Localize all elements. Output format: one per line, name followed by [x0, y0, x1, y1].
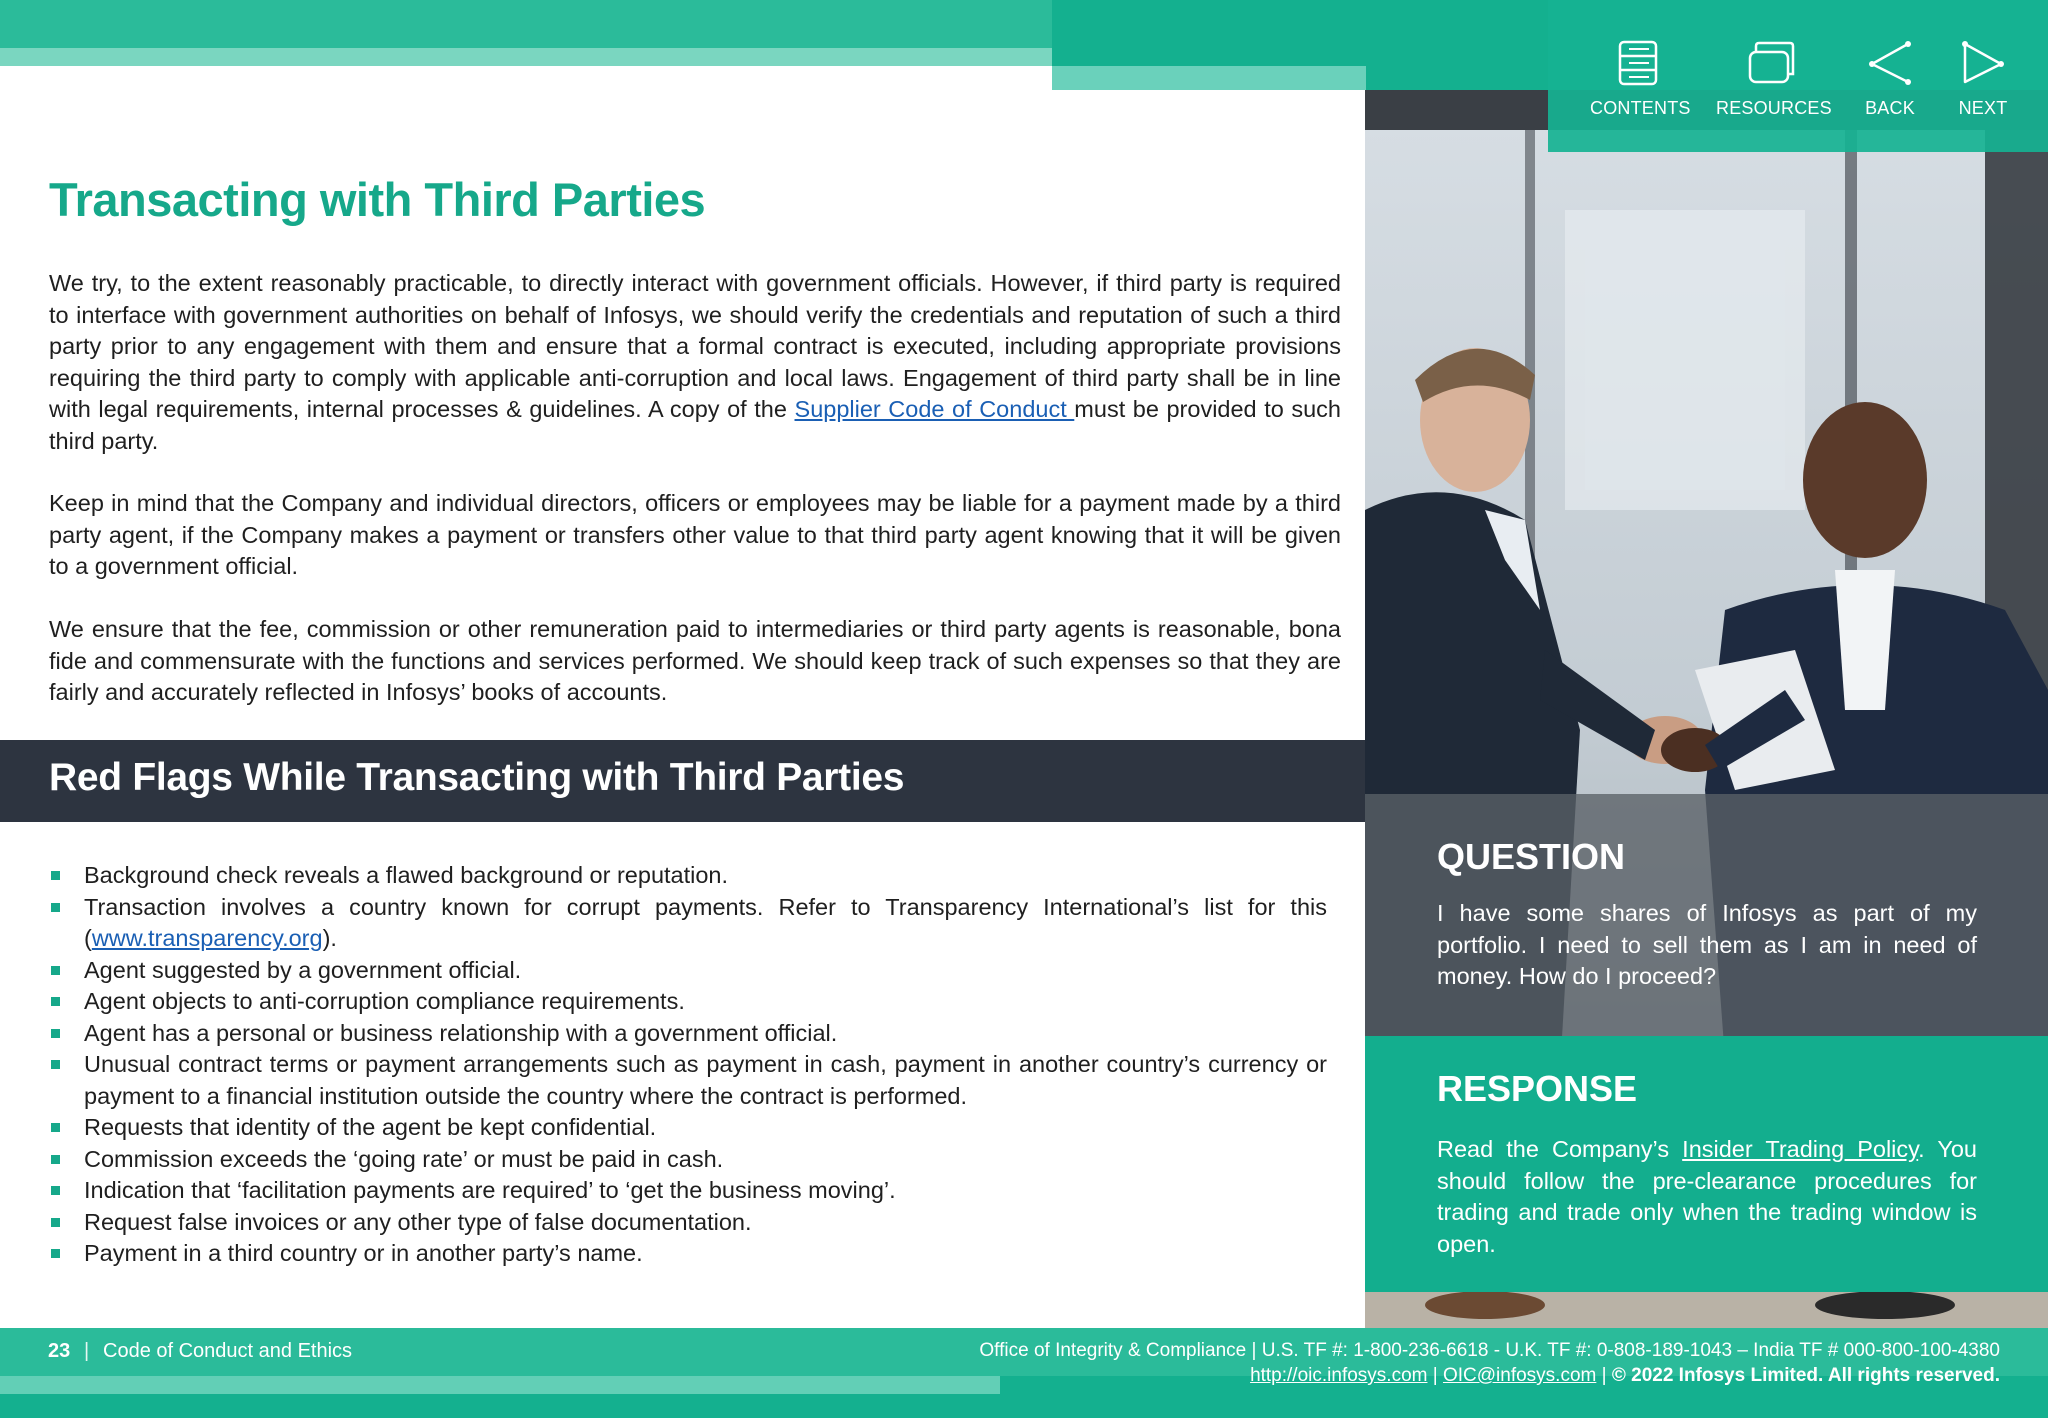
- footer-link-separator: |: [1596, 1365, 1612, 1386]
- question-box: [1365, 794, 2048, 1036]
- footer-separator: |: [84, 1340, 90, 1362]
- question-title: QUESTION: [1437, 836, 1626, 877]
- transparency-link[interactable]: www.transparency.org: [91, 925, 323, 951]
- response-box: [1365, 1036, 2048, 1292]
- nav-contents-button[interactable]: [1590, 40, 1691, 119]
- nav-back-button[interactable]: [1848, 40, 1932, 119]
- footer-links-line: [1250, 1365, 2000, 1387]
- resources-icon: [1746, 40, 1796, 86]
- next-icon: [1961, 40, 2005, 86]
- page-number: 23: [48, 1340, 71, 1362]
- nav-back-label: BACK: [1865, 98, 1915, 118]
- paragraph-liability: Keep in mind that the Company and individual directors, officers or employees may be liable for a payment made by a third party agent, if the Company makes a payment or transfers other value to that third party agent knowing that it will be given to a government official.: [49, 490, 1341, 579]
- footer-contact-line: Office of Integrity & Compliance | U.S. TF #: 1-800-236-6618 - U.K. TF #: 0-808-189-1043 – India TF # 000-800-100-4380: [979, 1340, 2000, 1361]
- response-text-post: . You should follow the pre-clearance procedures for trading and trade only when the trading window is open.: [1437, 1136, 1977, 1257]
- list-item-tail: ).: [322, 925, 337, 951]
- footer-link-separator: |: [1427, 1365, 1443, 1386]
- paragraph-third-party-engagement: [49, 268, 1341, 457]
- question-text: I have some shares of Infosys as part of my portfolio. I need to sell them as I am in need of money. How do I proceed?: [1437, 900, 1977, 989]
- list-item: Agent suggested by a government official.: [49, 955, 1327, 987]
- oic-website-link[interactable]: http://oic.infosys.com: [1250, 1365, 1428, 1386]
- top-band-light: [0, 48, 1052, 66]
- copyright-text: © 2022 Infosys Limited. All rights reserved.: [1611, 1365, 2000, 1386]
- list-item: Agent objects to anti-corruption compliance requirements.: [49, 986, 1327, 1018]
- nav-contents-label: CONTENTS: [1590, 98, 1691, 118]
- list-item: Commission exceeds the ‘going rate’ or must be paid in cash.: [49, 1144, 1327, 1176]
- list-item: Indication that ‘facilitation payments are required’ to ‘get the business moving’.: [49, 1175, 1327, 1207]
- list-item: Background check reveals a flawed background or reputation.: [49, 860, 1327, 892]
- response-text-pre: Read the Company’s: [1437, 1136, 1683, 1162]
- back-icon: [1868, 40, 1912, 86]
- paragraph1-text: We try, to the extent reasonably practicable, to directly interact with government officials. However, if third party is required to interface with government authorities on behalf of Infosys, we should verify the credentials and reputation of such a third party prior to any engagement with them and ensure that a formal contract is executed, including appropriate provisions requiring the third party to comply with applicable anti-corruption and local laws. Engagement of third party shall be in line with legal requirements, internal processes & guidelines. A copy of the: [49, 270, 1341, 422]
- list-item: [49, 892, 1327, 955]
- nav-next-label: NEXT: [1958, 98, 2008, 118]
- page-title: Transacting with Third Parties: [49, 173, 706, 226]
- nav-resources-label: RESOURCES: [1716, 98, 1832, 118]
- red-flags-list: [49, 860, 1327, 1270]
- list-item: Agent has a personal or business relationship with a government official.: [49, 1018, 1327, 1050]
- contents-icon: [1617, 40, 1659, 86]
- list-item-text: Transaction involves a country known for corrupt payments. Refer to Transparency International’s list for this (: [84, 893, 1327, 951]
- list-item: Request false invoices or any other type of false documentation.: [49, 1207, 1327, 1239]
- document-name: Code of Conduct and Ethics: [103, 1340, 353, 1362]
- paragraph1-tail: must be provided to such third party.: [49, 396, 1341, 454]
- red-flags-title: Red Flags While Transacting with Third Parties: [49, 756, 905, 799]
- oic-email-link[interactable]: OIC@infosys.com: [1442, 1365, 1597, 1386]
- response-title: RESPONSE: [1437, 1068, 1638, 1109]
- insider-trading-policy-link[interactable]: Insider Trading Policy: [1682, 1136, 1919, 1162]
- response-text: [1437, 1134, 1977, 1260]
- top-band-accent: [1052, 66, 1366, 90]
- nav-next-button[interactable]: [1946, 40, 2020, 119]
- nav-resources-button[interactable]: [1716, 40, 1832, 119]
- navigation-bar: [1548, 0, 2048, 152]
- list-item: Unusual contract terms or payment arrangements such as payment in cash, payment in another country’s currency or payment to a financial institution outside the country where the contract is performed.: [49, 1049, 1327, 1112]
- supplier-code-link[interactable]: Supplier Code of Conduct: [794, 396, 1075, 422]
- paragraph-remuneration: We ensure that the fee, commission or other remuneration paid to intermediaries or third party agents is reasonable, bona fide and commensurate with the functions and services performed. We should keep track of such expenses so that they are fairly and accurately reflected in Infosys’ books of accounts.: [49, 616, 1341, 705]
- list-item: Payment in a third country or in another party’s name.: [49, 1238, 1327, 1270]
- list-item: Requests that identity of the agent be kept confidential.: [49, 1112, 1327, 1144]
- footer-band-accent: [0, 1376, 1000, 1394]
